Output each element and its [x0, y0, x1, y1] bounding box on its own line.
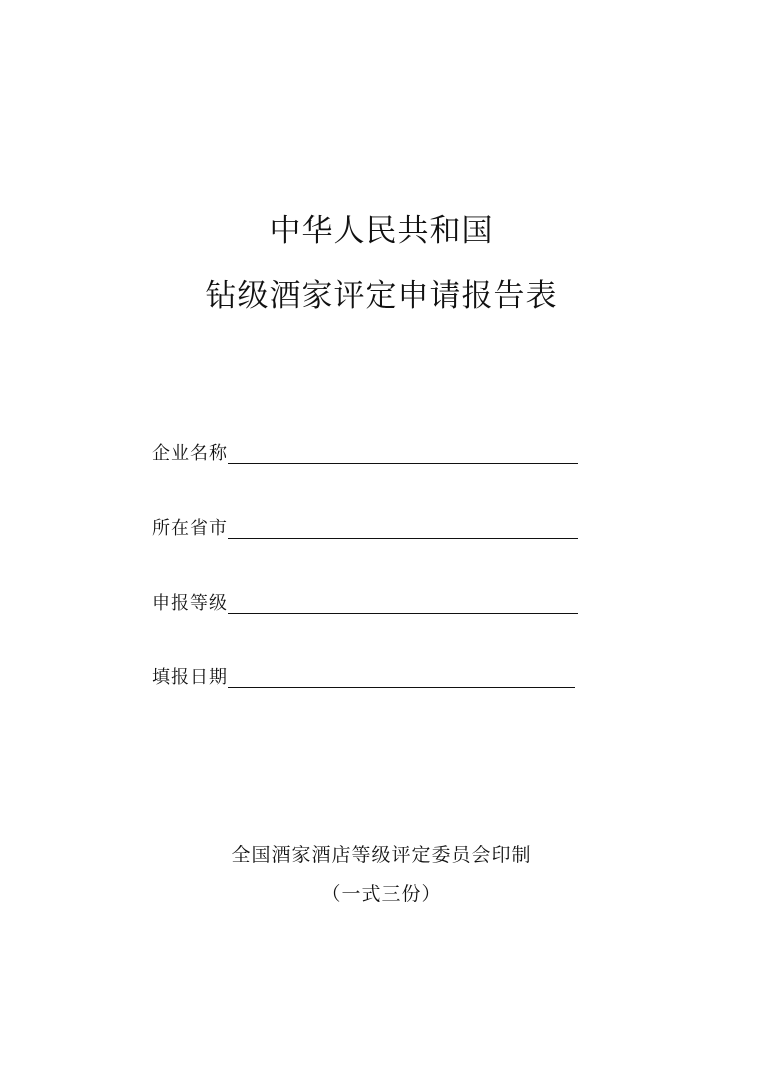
- document-title-line2: 钻级酒家评定申请报告表: [205, 278, 558, 314]
- field-fill-date: [152, 662, 575, 690]
- document-title-line1: 中华人民共和国: [269, 213, 494, 249]
- issuer-text: 全国酒家酒店等级评定委员会印制: [231, 844, 532, 866]
- applied-grade-blank-line[interactable]: [228, 591, 578, 614]
- field-label-applied-grade: 申报等级: [152, 593, 228, 614]
- field-label-province-city: 所在省市: [152, 518, 228, 539]
- field-province-city: [152, 513, 578, 541]
- company-name-blank-line[interactable]: [228, 441, 578, 464]
- field-label-fill-date: 填报日期: [152, 667, 228, 688]
- field-applied-grade: [152, 588, 578, 616]
- province-city-blank-line[interactable]: [228, 516, 578, 539]
- field-company-name: [152, 438, 578, 466]
- field-label-company-name: 企业名称: [152, 443, 228, 464]
- copies-note: （一式三份）: [321, 883, 442, 905]
- fill-date-blank-line[interactable]: [228, 665, 575, 688]
